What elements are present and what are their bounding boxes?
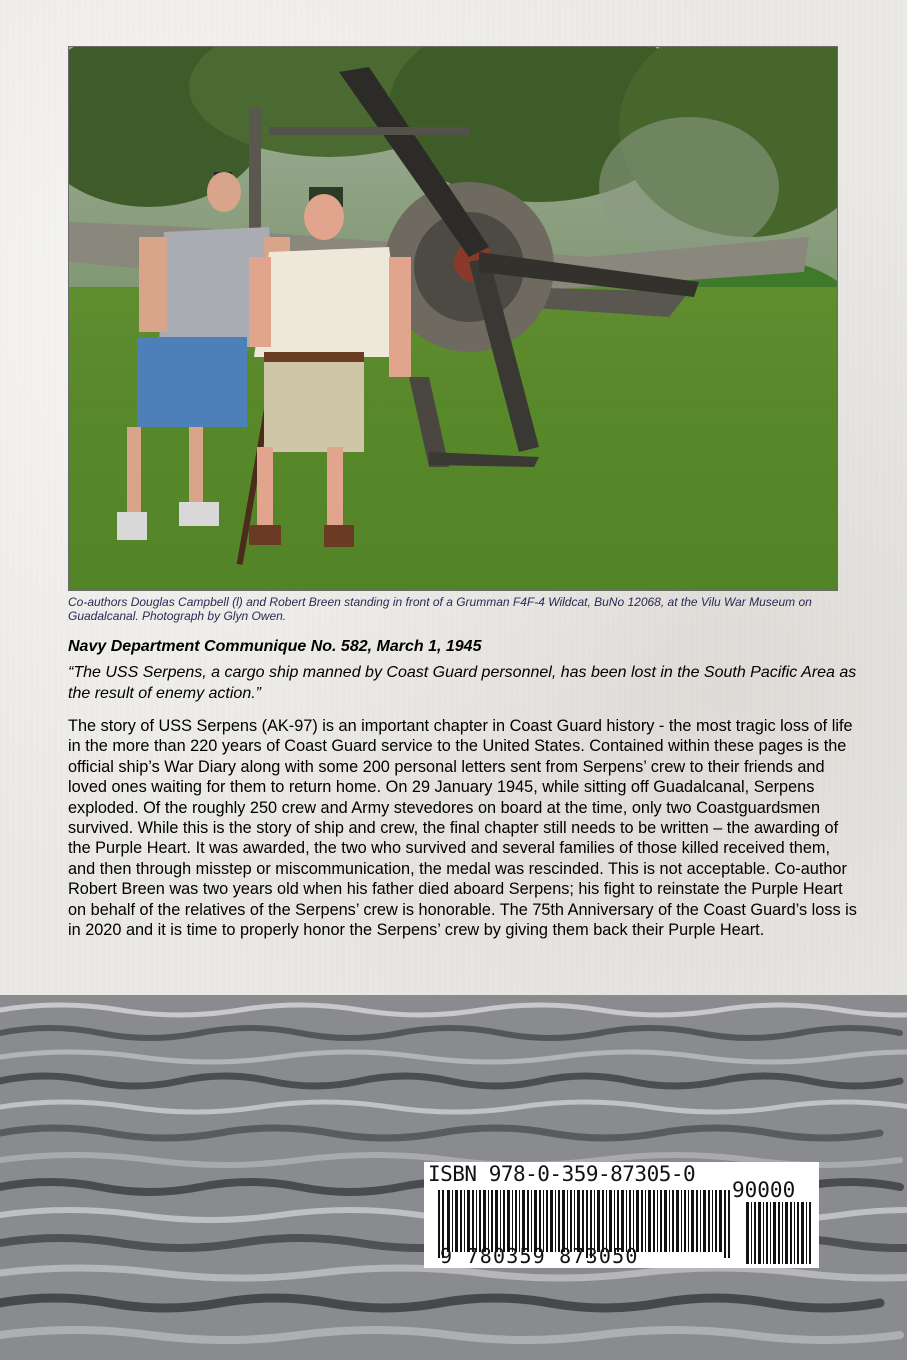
price-code: 90000 (732, 1178, 796, 1202)
isbn-label: ISBN 978-0-359-87305-0 (428, 1162, 696, 1186)
communique-title: Navy Department Communique No. 582, March 1, 1945 (68, 638, 482, 655)
photo-vintage-aircraft-icon (69, 47, 837, 590)
communique-quote: “The USS Serpens, a cargo ship manned by Coast Guard personnel, has been lost in the South Pacific Area as the result of enemy action.” (68, 664, 857, 702)
ean-digits: 9 780359 873050 (440, 1244, 639, 1268)
story-paragraph: The story of USS Serpens (AK-97) is an important chapter in Coast Guard history - the most tragic loss of life in the more than 220 years of Coast Guard service to the United States. Contained within these pages is the official ship’s War Diary along with some 200 personal letters sent from Serpens’ crew to their friends and loved ones waiting for them to return home. On 29 January 1945, while sitting off Guadalcanal, Serpens exploded. Of the roughly 250 crew and Army stevedores on board at the time, only two Coastguardsmen survived. While this is the story of ship and crew, the final chapter still needs to be written – the awarding of the Purple Heart. It was awarded, the two who survived and several families of those killed received them, and then through misstep or miscommunication, the medal was rescinded. This is not acceptable. Co-author Robert Breen was two years old when his father died aboard Serpens; his fight to reinstate the Purple Heart on behalf of the relatives of the Serpens’ crew is honorable. The 75th Anniversary of the Coast Guard’s loss is in 2020 and it is time to properly honor the Serpens’ crew by giving them back their Purple Heart. (68, 717, 857, 940)
photo-caption: Co-authors Douglas Campbell (l) and Robert Breen standing in front of a Grumman F4F-4 Wildcat, BuNo 12068, at the Vilu War Museum on Guadalcanal. Photograph by Glyn Owen. (68, 595, 812, 623)
cover-photo (68, 46, 838, 591)
